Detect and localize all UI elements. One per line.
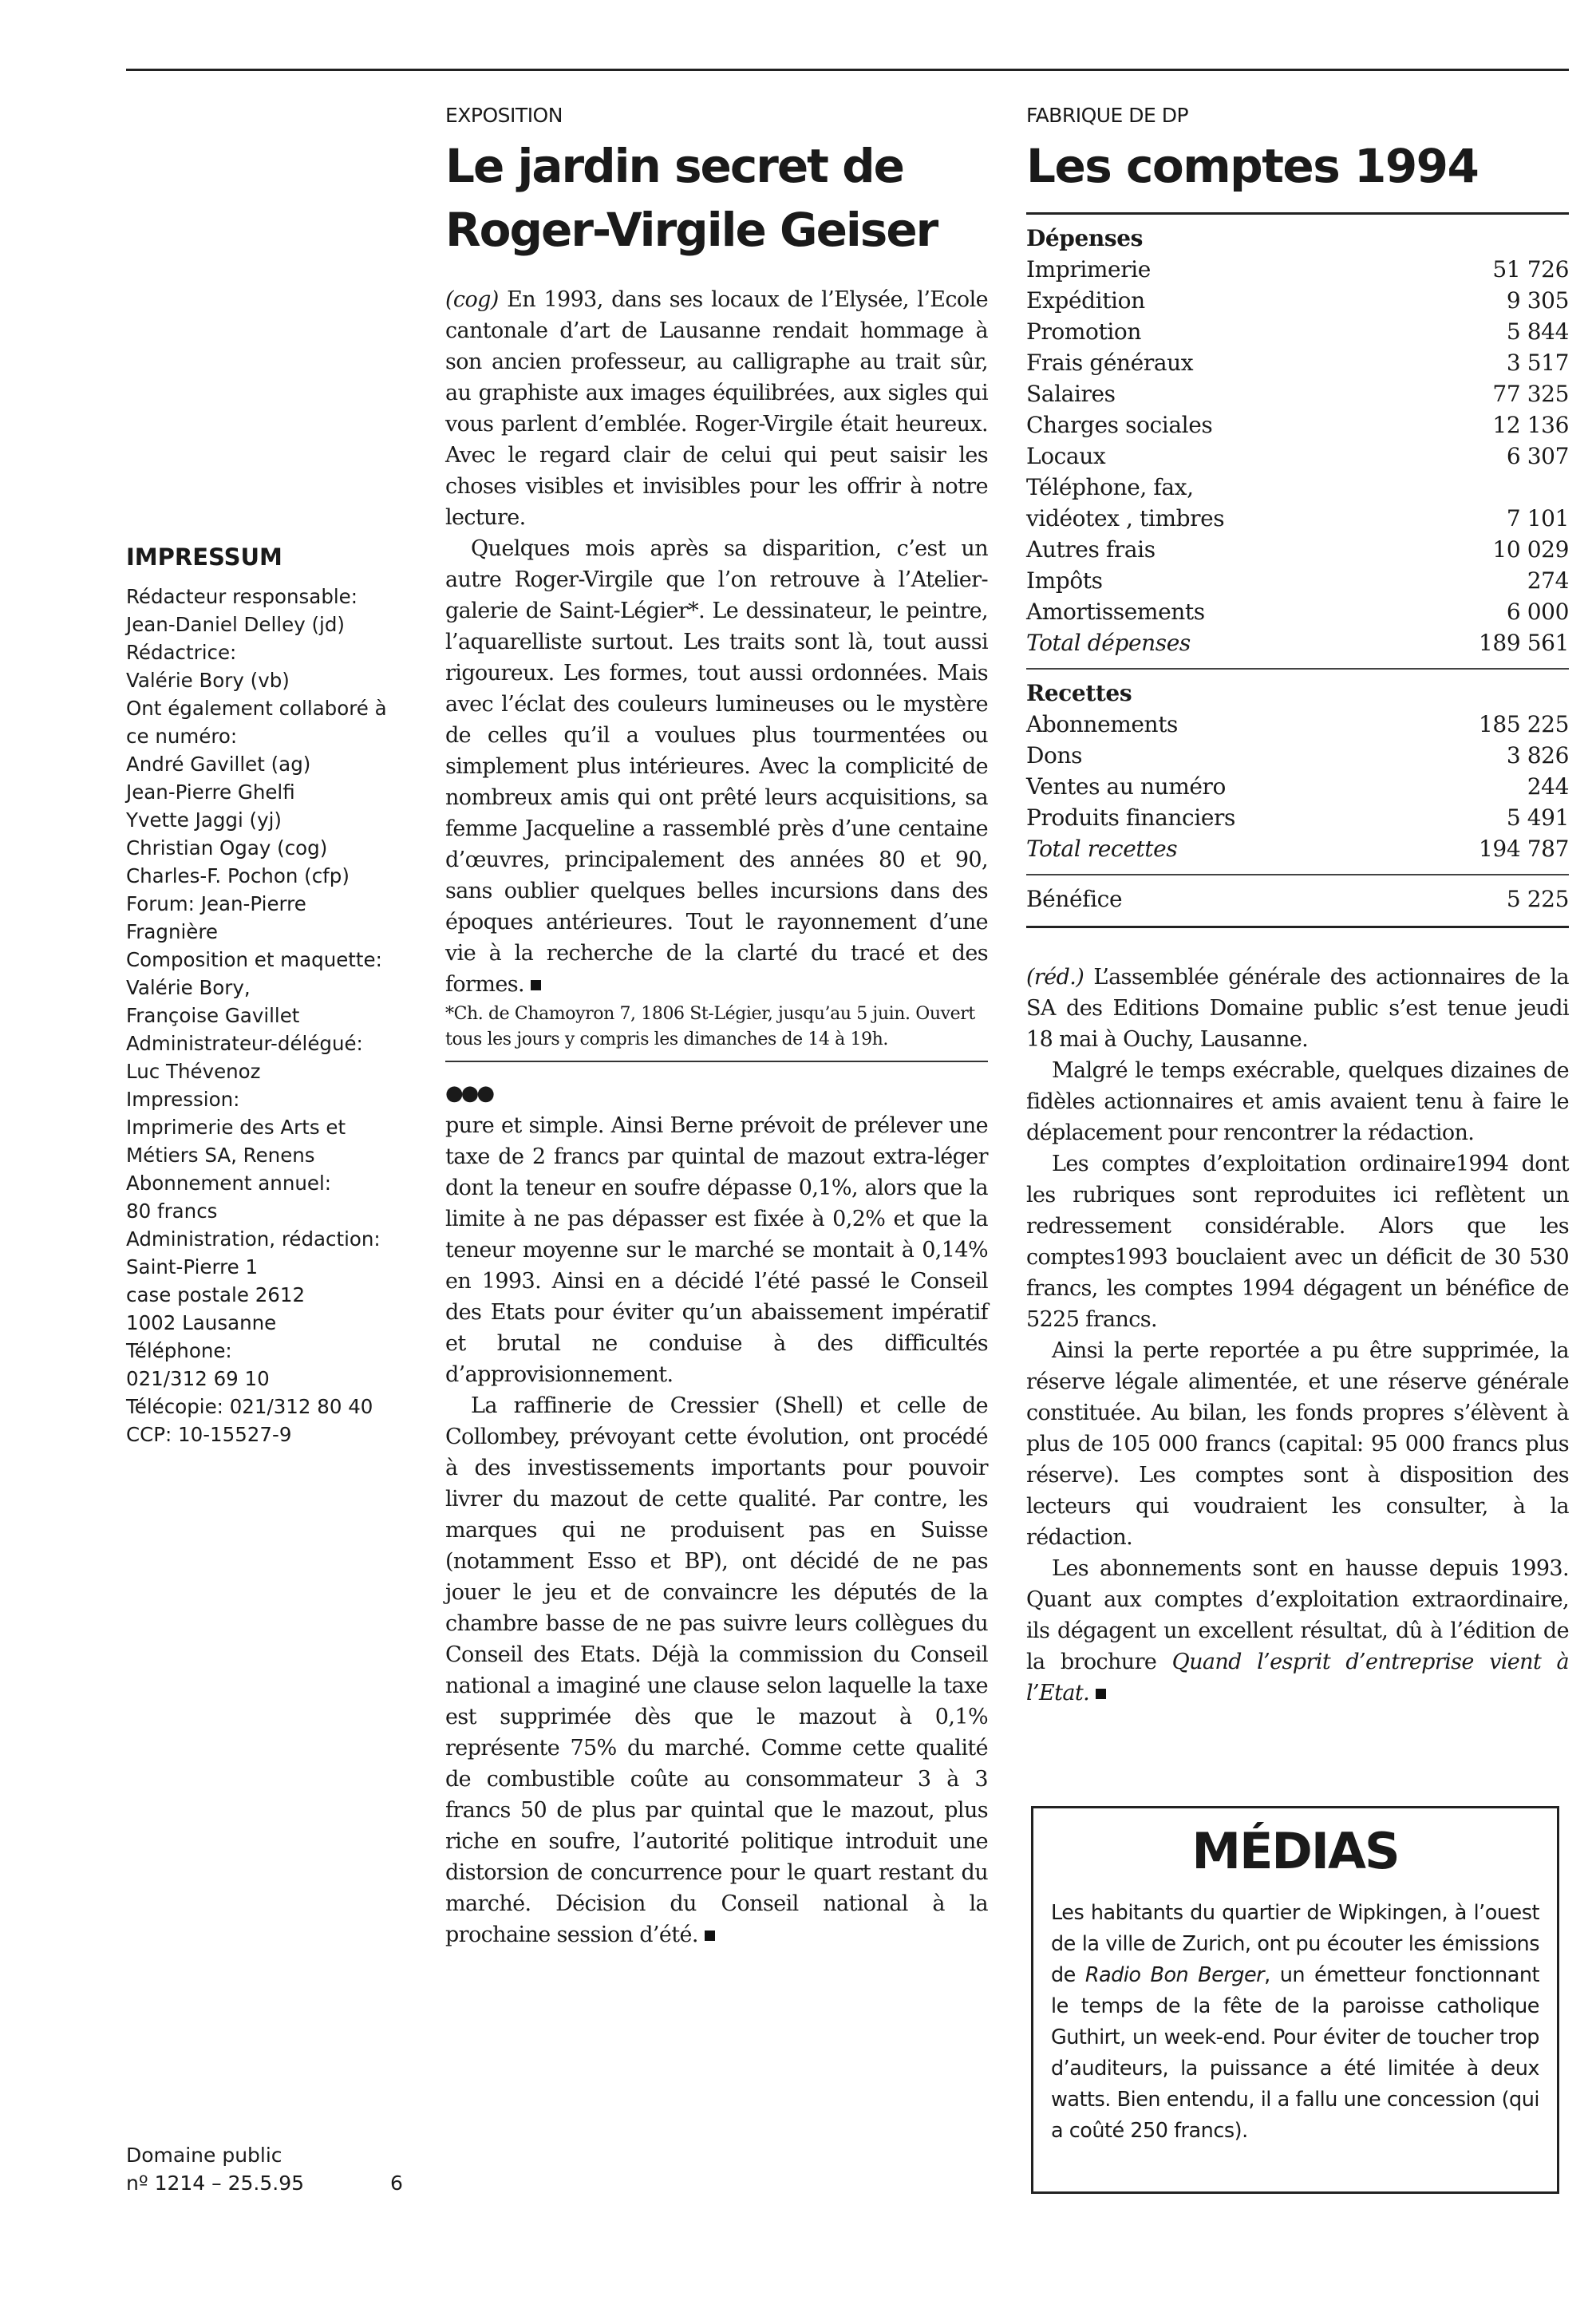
impressum-line: ce numéro: <box>126 725 238 748</box>
media-text: Les habitants du quartier de Wipkingen, à l’ouest de la ville de Zurich, ont pu écouter les émissions de Radio Bon Berger, un émetteur fonctionnant le temps de la fête de la paroisse catholique Guthirt, un week-end. Pour éviter de toucher trop d’auditeurs, la puissance a été limitée à deux watts. Bien entendu, il a fallu une concession (qui a coûté 250 francs). <box>1051 1901 1539 2143</box>
expense-row: Amortissements 6 000 <box>1026 599 1569 625</box>
impressum-line: 80 francs <box>126 1199 218 1223</box>
expense-row: Téléphone, fax, <box>1026 474 1194 500</box>
expenses-total-row: Total dépenses 189 561 <box>1026 630 1569 656</box>
impressum-line: Valérie Bory (vb) <box>126 669 290 692</box>
accounts-rule <box>1026 874 1569 875</box>
exhibition-footnote: *Ch. de Chamoyron 7, 1806 St-Légier, jusqu’au 5 juin. Ouvert tous les jours y compris les dimanches de 14 à 19h. <box>445 1004 975 1049</box>
exhibition-paragraph-1: (cog) En 1993, dans ses locaux de l’Elysée, l’Ecole cantonale d’art de Lausanne rendait hommage à son ancien professeur, au calligraphe au trait sûr, au graphiste aux images équilibrées, aux sigles qui vous parlent d’emblée. Roger-Virgile était heureux. Avec le regard clair de celui qui peut saisir les choses visibles et invisibles pour les offrir à notre lecture. <box>445 287 988 530</box>
impressum-line: Téléphone: <box>126 1339 232 1362</box>
accounts-paragraph-2: Malgré le temps exécrable, quelques dizaines de fidèles actionnaires et amis avaient tenu à faire le déplacement pour rencontrer la rédaction. <box>1026 1058 1569 1145</box>
fuel-tax-article <box>445 1110 988 1950</box>
issue-footer <box>126 2141 304 2197</box>
impressum-line: André Gavillet (ag) <box>126 753 311 776</box>
impressum-line: Françoise Gavillet <box>126 1004 300 1027</box>
accounts-headline: Les comptes 1994 <box>1026 139 1479 193</box>
expense-row: Locaux 6 307 <box>1026 443 1569 469</box>
expense-row: Salaires 77 325 <box>1026 381 1569 407</box>
expense-row: Imprimerie 51 726 <box>1026 256 1569 283</box>
author-initials: (réd.) <box>1026 965 1084 990</box>
income-row: Abonnements 185 225 <box>1026 711 1569 737</box>
impressum-line: 1002 Lausanne <box>126 1311 277 1334</box>
impressum-title: IMPRESSUM <box>126 543 282 571</box>
impressum-line: Jean-Daniel Delley (jd) <box>126 613 345 636</box>
column-rule <box>445 1061 988 1062</box>
accounts-paragraph-3: Les comptes d’exploitation ordinaire1994 dont les rubriques sont reproduites ici reflètent un redressement considérable. Alors que les comptes1993 bouclaient avec un déficit de 30 530 francs, les comptes 1994 dégagent un bénéfice de 5225 francs. <box>1026 1152 1569 1332</box>
impressum-line: CCP: 10-15527-9 <box>126 1423 292 1446</box>
expense-row: Autres frais 10 029 <box>1026 536 1569 563</box>
impressum-line: Rédacteur responsable: <box>126 585 358 608</box>
income-row: Ventes au numéro 244 <box>1026 773 1569 800</box>
headline-line-1: Le jardin secret de <box>445 139 903 193</box>
impressum-line: Yvette Jaggi (yj) <box>126 808 282 832</box>
impressum-line: Abonnement annuel: <box>126 1172 332 1195</box>
expense-row: Charges sociales 12 136 <box>1026 412 1569 438</box>
accounts-kicker: FABRIQUE DE DP <box>1026 104 1189 127</box>
end-mark-icon <box>1096 1689 1106 1699</box>
expense-row: vidéotex , timbres 7 101 <box>1026 505 1569 532</box>
media-title: MÉDIAS <box>1191 1822 1399 1880</box>
impressum-line: Administration, rédaction: <box>126 1227 381 1251</box>
accounts-column <box>1026 102 1569 1709</box>
expense-row: Promotion 5 844 <box>1026 318 1569 345</box>
accounts-paragraph-1: (réd.) L’assemblée générale des actionnaires de la SA des Editions Domaine public s’est tenue jeudi 18 mai à Ouchy, Lausanne. <box>1026 965 1569 1052</box>
impressum-line: Jean-Pierre Ghelfi <box>126 780 295 804</box>
income-total-row: Total recettes 194 787 <box>1026 836 1569 862</box>
impressum-line: Luc Thévenoz <box>126 1060 261 1083</box>
accounts-bottom-rule <box>1026 926 1569 928</box>
accounts-top-rule <box>1026 212 1569 215</box>
publication-name: Domaine public <box>126 2144 282 2167</box>
end-mark-icon <box>705 1930 715 1941</box>
impressum-line: Saint-Pierre 1 <box>126 1255 259 1278</box>
expense-row: Expédition 9 305 <box>1026 287 1569 314</box>
accounts-rule <box>1026 668 1569 670</box>
exhibition-article <box>445 284 988 1053</box>
income-heading: Recettes <box>1026 680 1132 706</box>
accounts-table <box>1026 223 1569 928</box>
impressum-lines <box>126 583 413 1448</box>
profit-row: Bénéfice 5 225 <box>1026 886 1569 912</box>
impressum-line: Christian Ogay (cog) <box>126 836 328 860</box>
accounts-paragraph-5: Les abonnements sont en hausse depuis 1993. Quant aux comptes d’exploitation extraordinaire, ils dégagent un excellent résultat, dû à l’édition de la brochure Quand l’esprit d’entreprise vient à l’Etat. <box>1026 1556 1569 1705</box>
fuel-paragraph-1: pure et simple. Ainsi Berne prévoit de prélever une taxe de 2 francs par quintal de mazout extra-léger dont la teneur en soufre dépasse 0,1%, alors que la limite à ne pas dépasser est fixée à 0,2% et que la teneur moyenne sur le marché se montait à 0,14% en 1993. Ainsi en a décidé l’été passé le Conseil des Etats pour éviter qu’un abaissement impératif et brutal ne conduise à des difficultés d’approvisionnement. <box>445 1113 988 1387</box>
exhibition-column <box>445 102 988 1950</box>
fuel-paragraph-2: La raffinerie de Cressier (Shell) et celle de Collombey, prévoyant cette évolution, ont procédé à des investissements importants pour pouvoir livrer du mazout de cette qualité. Par contre, les marques qui ne produisent pas en Suisse (notamment Esso et BP), ont décidé de ne pas jouer le jeu et de convaincre les députés de la chambre basse de ne pas suivre leurs collègues du Conseil des Etats. Déjà la commission du Conseil national a imaginé une clause selon laquelle la taxe est supprimée dès que le mazout à 0,1% représente 75% du marché. Comme cette qualité de combustible coûte au consommateur 3 à 3 francs 50 de plus par quintal que le mazout, plus riche en soufre, l’autorité politique introduit une distorsion de concurrence pour le quart restant du marché. Décision du Conseil national à la prochaine session d’été. <box>445 1393 988 1947</box>
expense-row: Frais généraux 3 517 <box>1026 350 1569 376</box>
income-row: Dons 3 826 <box>1026 742 1569 769</box>
exhibition-paragraph-2: Quelques mois après sa disparition, c’est un autre Roger-Virgile que l’on retrouve à l’Atelier-galerie de Saint-Légier*. Le dessinateur, le peintre, l’aquarelliste surtout. Les traits sont là, tout aussi rigoureux. Les formes, tout aussi ordonnées. Mais avec l’éclat des couleurs lumineuses ou le mystère de celles qu’il a voulues plus tourmentées ou simplement plus intérieures. Avec la complicité de nombreux amis qui ont prêté leurs acquisitions, sa femme Jacqueline a rassemblé près d’une centaine d’œuvres, principalement des années 80 et 90, sans oublier quelques belles incursions dans des époques antérieures. Tout le rayonnement d’une vie à la recherche de la clarté du tracé et des formes. <box>445 536 988 997</box>
impressum-line: Fragnière <box>126 920 218 943</box>
accounts-paragraph-4: Ainsi la perte reportée a pu être supprimée, la réserve légale alimentée, et une réserve générale constituée. Au bilan, les fonds propres s’élèvent à plus de 105 000 francs (capital: 95 000 francs plus réserve). Les comptes sont à disposition des lecteurs qui voudraient les consulter, à la rédaction. <box>1026 1338 1569 1550</box>
exhibition-kicker: EXPOSITION <box>445 104 563 127</box>
impressum-line: Métiers SA, Renens <box>126 1144 315 1167</box>
impressum-line: Charles-F. Pochon (cfp) <box>126 864 350 887</box>
author-initials: (cog) <box>445 287 499 312</box>
issue-number-date: nº 1214 – 25.5.95 <box>126 2172 305 2195</box>
impressum-line: Composition et maquette: <box>126 948 382 971</box>
impressum-line: Imprimerie des Arts et <box>126 1116 346 1139</box>
expenses-heading: Dépenses <box>1026 225 1143 251</box>
headline-line-2: Roger-Virgile Geiser <box>445 203 938 257</box>
impressum <box>126 543 413 1448</box>
impressum-line: Impression: <box>126 1088 240 1111</box>
media-box <box>1031 1806 1559 2194</box>
accounts-article <box>1026 962 1569 1709</box>
exhibition-headline <box>445 134 988 262</box>
impressum-line: Forum: Jean-Pierre <box>126 892 306 915</box>
page-number: 6 <box>390 2172 403 2195</box>
impressum-line: Télécopie: 021/312 80 40 <box>126 1395 373 1418</box>
expense-row: Impôts 274 <box>1026 567 1569 594</box>
impressum-line: 021/312 69 10 <box>126 1367 270 1390</box>
top-rule <box>126 69 1569 71</box>
impressum-line: Valérie Bory, <box>126 976 251 999</box>
impressum-line: Rédactrice: <box>126 641 237 664</box>
continuation-dots: ●●● <box>445 1081 493 1105</box>
impressum-line: Administrateur-délégué: <box>126 1032 363 1055</box>
impressum-line: case postale 2612 <box>126 1283 306 1306</box>
impressum-line: Ont également collaboré à <box>126 697 387 720</box>
income-row: Produits financiers 5 491 <box>1026 804 1569 831</box>
end-mark-icon <box>531 980 541 990</box>
